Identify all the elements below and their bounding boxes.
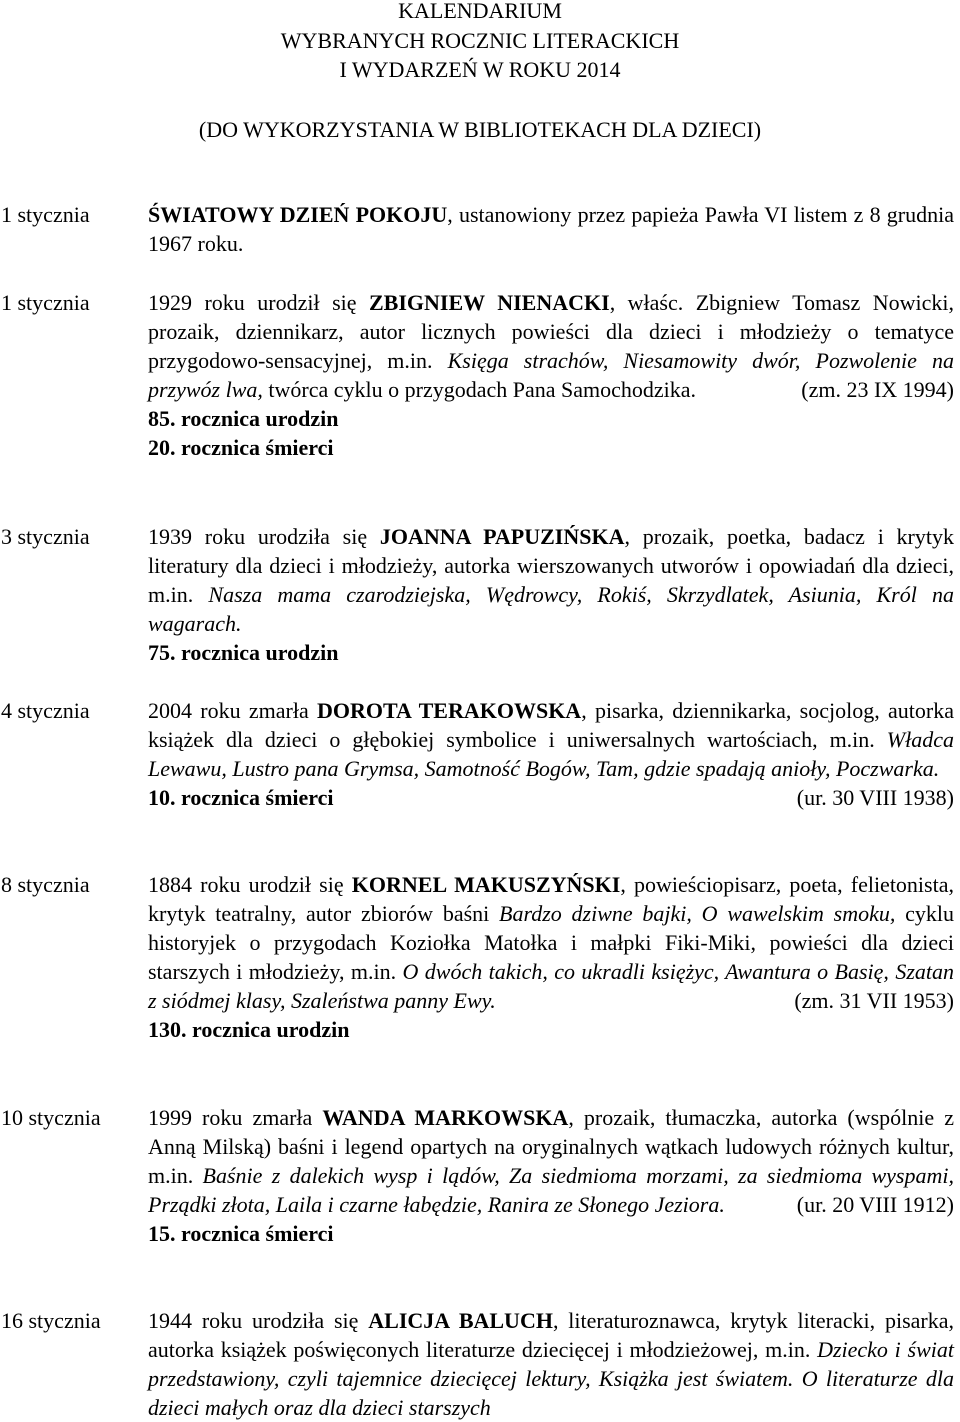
entry-text: , prozaik, poetka, badacz i krytyk literatury dla dzieci i młodzieży, autorka wierszowanych utworów i opowiadań dla dzieci, m.in. — [148, 524, 955, 607]
entry-body — [148, 288, 954, 462]
anniversary-text: rocznica urodzin — [175, 640, 339, 665]
anniversary-text: rocznica urodzin — [175, 406, 339, 431]
entry-works: Nasza mama czarodziejska, Wędrowcy, Rokiś, Skrzydlatek, Asiunia, Król na wagarach. — [148, 582, 954, 636]
entry-text: 1884 roku urodził się — [148, 872, 352, 897]
entry-date: 1 stycznia — [1, 290, 90, 315]
anniversary-number: 75. — [148, 640, 176, 665]
anniversary-number: 20. — [148, 435, 176, 460]
entry-life-note: (zm. 23 IX 1994) — [801, 377, 954, 402]
anniversary-number: 10. — [148, 785, 176, 810]
entry-text: twórca cyklu o przygodach Pana Samochodzika. — [262, 377, 697, 402]
entry-text: , ustanowiony przez papieża Pawła VI listem z 8 grudnia 1967 roku. — [148, 202, 955, 256]
entry-text: 1929 roku urodził się — [148, 290, 369, 315]
entry-text: 1944 roku urodziła się — [148, 1308, 369, 1333]
entry-text: 2004 roku zmarła — [148, 698, 318, 723]
entry-text: , właśc. Zbigniew Tomasz Nowicki, prozaik, dziennikarz, autor licznych powieści dla dzieci i młodzieży o tematyce przygodowo-sensacyjnej, m.in. — [148, 290, 954, 373]
entry-text: 1939 roku urodziła się — [148, 524, 380, 549]
anniversary-number: 85. — [148, 406, 176, 431]
anniversary-number: 130. — [148, 1017, 187, 1042]
entry-works: Bardzo dziwne bajki, O wawelskim smoku, — [499, 901, 896, 926]
entry-date: 10 stycznia — [1, 1105, 101, 1130]
entry-life-note: (zm. 31 VII 1953) — [794, 988, 954, 1013]
entry-text: , powieściopisarz, poeta, felietonista, krytyk teatralny, autor zbiorów baśni — [148, 872, 954, 926]
title-line-2: WYBRANYCH ROCZNIC LITERACKICH — [280, 27, 680, 53]
entry-life-note: (ur. 20 VIII 1912) — [796, 1192, 954, 1217]
anniversary-line — [148, 433, 954, 462]
entry-date: 16 stycznia — [1, 1308, 101, 1333]
title-line-1: KALENDARIUM — [398, 0, 562, 23]
entry-works: O dwóch takich, co ukradli księżyc, Awantura o Basię, Szatan z siódmej klasy, Szaleństwa panny Ewy. — [148, 959, 954, 1013]
entry-body — [148, 1306, 954, 1422]
entry-body — [148, 1103, 954, 1248]
entry-date: 8 stycznia — [1, 872, 90, 897]
document-subtitle: (DO WYKORZYSTANIA W BIBLIOTEKACH DLA DZIECI) — [198, 117, 762, 142]
entry-date: 3 stycznia — [1, 524, 90, 549]
entry-works: Władca Lewawu, Lustro pana Grymsa, Samotność Bogów, Tam, gdzie spadają anioły, Poczwarka. — [148, 727, 954, 781]
entry-name: ŚWIATOWY DZIEŃ POKOJU — [148, 202, 448, 227]
entry-date: 1 stycznia — [1, 202, 90, 227]
entry-name: WANDA MARKOWSKA — [322, 1105, 569, 1130]
entry-body — [148, 522, 954, 667]
entry-works: Księga strachów, Niesamowity dwór, Pozwolenie na przywóz lwa, — [148, 348, 955, 402]
anniversary-line — [148, 638, 954, 667]
document-title — [0, 0, 960, 85]
entry-life-note: (ur. 30 VIII 1938) — [796, 785, 954, 810]
anniversary-line — [148, 1015, 954, 1044]
anniversary-text: rocznica śmierci — [175, 435, 334, 460]
entry-name: KORNEL MAKUSZYŃSKI — [351, 872, 621, 897]
entry-name: JOANNA PAPUZIŃSKA — [379, 524, 625, 549]
anniversary-line — [148, 1219, 954, 1248]
entry-body — [148, 200, 954, 258]
anniversary-text: rocznica urodzin — [186, 1017, 350, 1042]
anniversary-line — [148, 404, 954, 433]
entry-text: , pisarka, dziennikarka, socjolog, autorka książek dla dzieci o głębokiej symbolice i uniwersalnych wartościach, m.in. — [148, 698, 954, 752]
entry-text: cyklu historyjek o przygodach Koziołka Matołka i małpki Fiki-Miki, powieści dla dzieci starszych i młodzieży, m.in. — [148, 901, 955, 984]
entry-date: 4 stycznia — [1, 698, 90, 723]
anniversary-text: rocznica śmierci — [175, 1221, 334, 1246]
entry-body — [148, 696, 954, 812]
entry-works: Dziecko i świat przedstawiony, czyli tajemnice dziecięcej lektury, Książka jest światem. O literaturze dla dzieci małych oraz dla dzieci starszych — [148, 1337, 954, 1420]
entry-name: ZBIGNIEW NIENACKI — [369, 290, 610, 315]
entry-text: , literaturoznawca, krytyk literacki, pisarka, autorka książek poświęconych literaturze dziecięcej i młodzieżowej, m.in. — [148, 1308, 954, 1362]
anniversary-number: 15. — [148, 1221, 176, 1246]
title-line-3: I WYDARZEŃ W ROKU 2014 — [339, 57, 621, 82]
anniversary-text: rocznica śmierci — [175, 785, 334, 810]
entry-body — [148, 870, 954, 1044]
entry-name: ALICJA BALUCH — [368, 1308, 553, 1333]
entry-text: , prozaik, tłumaczka, autorka (wspólnie z Anną Milską) baśni i legend opartych na oryginalnych wątkach ludowych różnych kultur, m.in. — [148, 1105, 954, 1188]
entry-text: 1999 roku zmarła — [148, 1105, 323, 1130]
entry-name: DOROTA TERAKOWSKA — [317, 698, 582, 723]
entry-works: Baśnie z dalekich wysp i lądów, Za siedmioma morzami, za siedmioma wyspami, Prządki złota, Laila i czarne łabędzie, Ranira ze Słonego Jeziora. — [148, 1163, 954, 1217]
